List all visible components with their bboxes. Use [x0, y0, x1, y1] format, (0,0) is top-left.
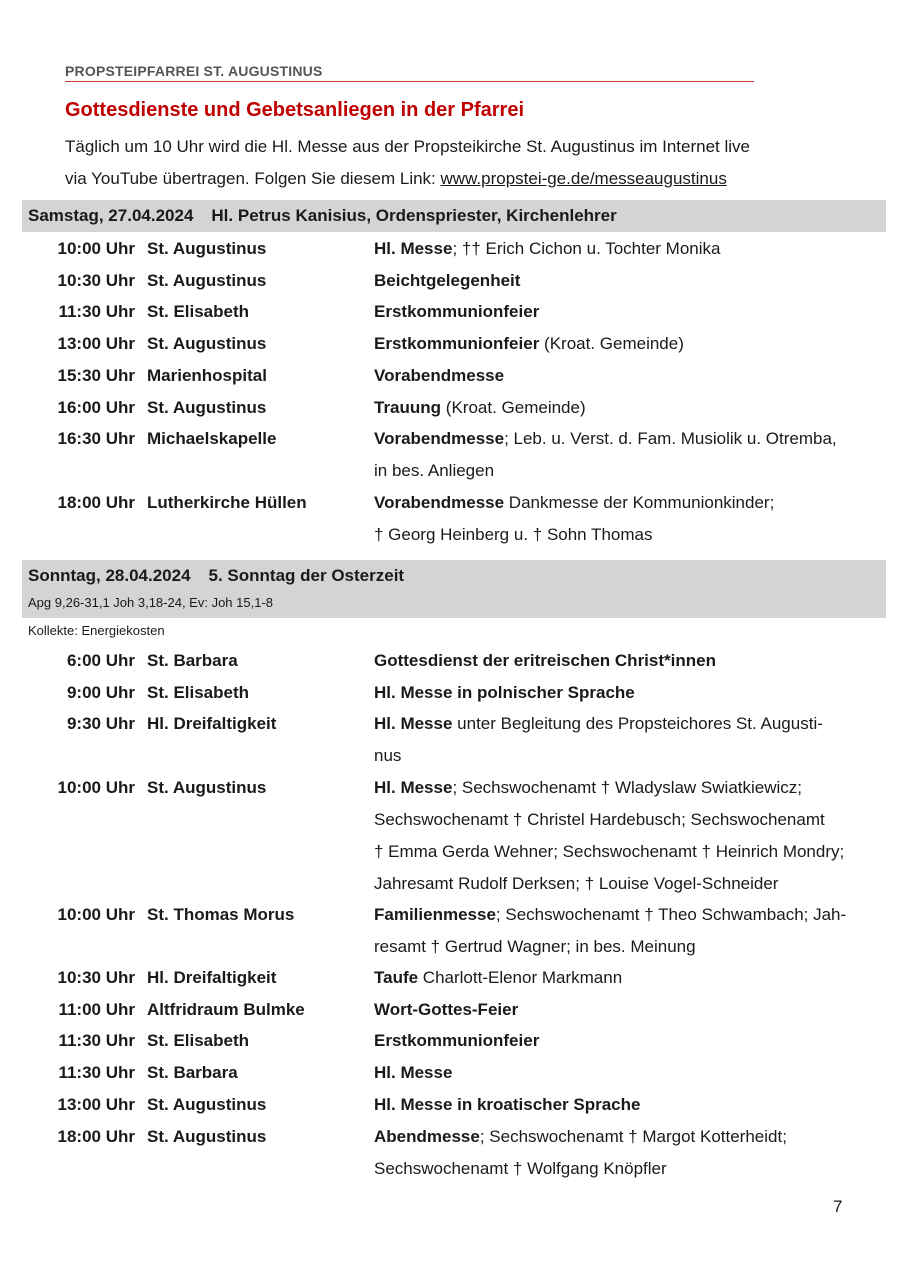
entry-description — [374, 708, 889, 772]
page-number: 7 — [833, 1197, 843, 1216]
service-type: Erstkommunionfeier — [374, 1031, 540, 1051]
entry-description — [374, 423, 889, 487]
intro-line-2 — [65, 163, 865, 195]
service-type: Hl. Messe — [374, 1063, 453, 1083]
entry-description — [374, 296, 889, 328]
entry-location: St. Thomas Morus — [147, 904, 295, 924]
entry-time: 11:30 Uhr — [58, 1031, 135, 1051]
entry-time: 10:00 Uhr — [57, 777, 135, 797]
service-type: Hl. Messe in polnischer Sprache — [374, 682, 635, 702]
entry-location: St. Barbara — [147, 651, 238, 670]
day-date: Sonntag, 28.04.2024 — [28, 566, 191, 585]
service-type: Vorabendmesse — [374, 429, 505, 449]
entry-location: St. Elisabeth — [147, 682, 250, 702]
day-header-saturday — [22, 200, 886, 232]
entry-location: St. Augustinus — [147, 397, 267, 417]
entry-time: 16:00 Uhr — [57, 397, 135, 417]
entry-time: 16:30 Uhr — [57, 429, 135, 449]
entry-time: 10:30 Uhr — [57, 968, 135, 987]
page-title: Gottesdienste und Gebetsanliegen in der Pfarrei — [65, 99, 524, 121]
service-note-continued: Sechswochenamt † Wolfgang Knöpfler — [374, 1158, 667, 1178]
service-note: (Kroat. Gemeinde) — [539, 334, 684, 354]
entry-location: St. Augustinus — [147, 334, 267, 354]
entry-description — [374, 1057, 889, 1089]
entry-location: Lutherkirche Hüllen — [147, 492, 307, 512]
entry-time: 13:00 Uhr — [57, 1094, 135, 1114]
service-type: Hl. Messe — [374, 239, 453, 258]
service-type: Beichtgelegenheit — [374, 270, 521, 290]
entry-description — [374, 994, 889, 1026]
day-header-sunday — [22, 560, 886, 618]
service-type: Familienmesse — [374, 904, 496, 924]
service-type: Vorabendmesse — [374, 492, 505, 512]
entry-time: 6:00 Uhr — [66, 651, 135, 670]
entry-location: Michaelskapelle — [147, 429, 277, 449]
entry-description — [374, 772, 889, 900]
day-feast: Hl. Petrus Kanisius, Ordenspriester, Kirchenlehrer — [211, 206, 617, 225]
entry-location: St. Augustinus — [147, 1094, 267, 1114]
service-type: Wort-Gottes-Feier — [374, 999, 519, 1019]
entry-time: 18:00 Uhr — [57, 1126, 135, 1146]
service-type: Hl. Messe — [374, 714, 453, 734]
entry-time: 9:30 Uhr — [66, 714, 135, 734]
intro-text — [65, 131, 865, 195]
service-note: ; Sechswochenamt † Margot Kotterheidt; — [479, 1126, 787, 1146]
service-type: Gottesdienst der eritreischen Christ*innen — [374, 651, 716, 670]
service-type: Erstkommunionfeier — [374, 334, 540, 354]
day-feast: 5. Sonntag der Osterzeit — [208, 566, 405, 585]
entry-description — [374, 1025, 889, 1057]
entry-description — [374, 1089, 889, 1121]
service-type: Abendmesse — [374, 1126, 480, 1146]
intro-prefix: via YouTube übertragen. Folgen Sie diesem Link: — [65, 169, 441, 188]
entry-time: 15:30 Uhr — [57, 365, 135, 385]
entry-description — [374, 233, 889, 265]
service-note-continued: Jahresamt Rudolf Derksen; † Louise Vogel-Schneider — [374, 873, 779, 893]
day-date: Samstag, 27.04.2024 — [28, 206, 194, 225]
entry-description — [374, 392, 889, 424]
entry-description — [374, 328, 889, 360]
entry-location: St. Elisabeth — [147, 1031, 250, 1051]
entry-description — [374, 487, 889, 551]
entry-description — [374, 962, 889, 994]
entry-location: St. Augustinus — [147, 270, 267, 290]
entry-description — [374, 677, 889, 709]
entry-time: 9:00 Uhr — [66, 682, 135, 702]
service-type: Erstkommunionfeier — [374, 302, 540, 322]
day-heading — [22, 200, 886, 232]
service-note-continued: resamt † Gertrud Wagner; in bes. Meinung — [374, 936, 696, 956]
service-note: unter Begleitung des Propsteichores St. Augusti- — [452, 714, 823, 734]
entry-time: 18:00 Uhr — [57, 492, 135, 512]
day-heading — [22, 560, 886, 592]
entry-time: 11:30 Uhr — [58, 1063, 135, 1083]
entry-location: St. Elisabeth — [147, 302, 250, 322]
entry-location: Hl. Dreifaltigkeit — [147, 714, 277, 734]
service-note-continued: Sechswochenamt † Christel Hardebusch; Sechswochenamt — [374, 809, 825, 829]
service-note: Dankmesse der Kommunionkinder; — [504, 492, 775, 512]
parish-name: PROPSTEIPFARREI ST. AUGUSTINUS — [65, 62, 754, 82]
service-note-continued: † Emma Gerda Wehner; Sechswochenamt † Heinrich Mondry; — [374, 841, 845, 861]
service-type: Hl. Messe in kroatischer Sprache — [374, 1094, 641, 1114]
entry-description — [374, 899, 889, 963]
entry-description — [374, 645, 889, 677]
service-note-continued: † Georg Heinberg u. † Sohn Thomas — [374, 524, 653, 544]
service-note-continued: in bes. Anliegen — [374, 461, 495, 481]
service-note: Charlott-Elenor Markmann — [418, 968, 623, 987]
service-note: ; Sechswochenamt † Theo Schwambach; Jah- — [495, 904, 847, 924]
service-type: Vorabendmesse — [374, 365, 505, 385]
entry-location: St. Augustinus — [147, 239, 267, 258]
collection: Kollekte: Energiekosten — [28, 623, 165, 638]
service-type: Hl. Messe — [374, 777, 453, 797]
entry-time: 10:00 Uhr — [57, 239, 135, 258]
entry-description — [374, 1121, 889, 1185]
service-note-continued: nus — [374, 746, 402, 766]
service-note: (Kroat. Gemeinde) — [441, 397, 586, 417]
livestream-link[interactable]: www.propstei-ge.de/messeaugustinus — [440, 169, 727, 188]
entry-time: 10:00 Uhr — [57, 904, 135, 924]
entry-description — [374, 360, 889, 392]
readings: Apg 9,26-31,1 Joh 3,18-24, Ev: Joh 15,1-8 — [28, 595, 274, 610]
service-type: Taufe — [374, 968, 419, 987]
service-type: Trauung — [374, 397, 442, 417]
entry-description — [374, 265, 889, 297]
entry-time: 13:00 Uhr — [57, 334, 135, 354]
entry-time: 11:30 Uhr — [58, 302, 135, 322]
service-note: ; Sechswochenamt † Wladyslaw Swiatkiewicz; — [452, 777, 803, 797]
entry-location: St. Augustinus — [147, 777, 267, 797]
entry-location: Marienhospital — [147, 365, 267, 385]
entry-location: St. Barbara — [147, 1063, 238, 1083]
entry-location: St. Augustinus — [147, 1126, 267, 1146]
intro-line-1: Täglich um 10 Uhr wird die Hl. Messe aus der Propsteikirche St. Augustinus im Internet live — [65, 137, 751, 156]
entry-location: Altfridraum Bulmke — [147, 999, 305, 1019]
service-note: ; †† Erich Cichon u. Tochter Monika — [452, 239, 721, 258]
entry-location: Hl. Dreifaltigkeit — [147, 968, 277, 987]
service-note: ; Leb. u. Verst. d. Fam. Musiolik u. Otremba, — [504, 429, 837, 449]
entry-time: 10:30 Uhr — [57, 270, 135, 290]
entry-time: 11:00 Uhr — [58, 999, 135, 1019]
